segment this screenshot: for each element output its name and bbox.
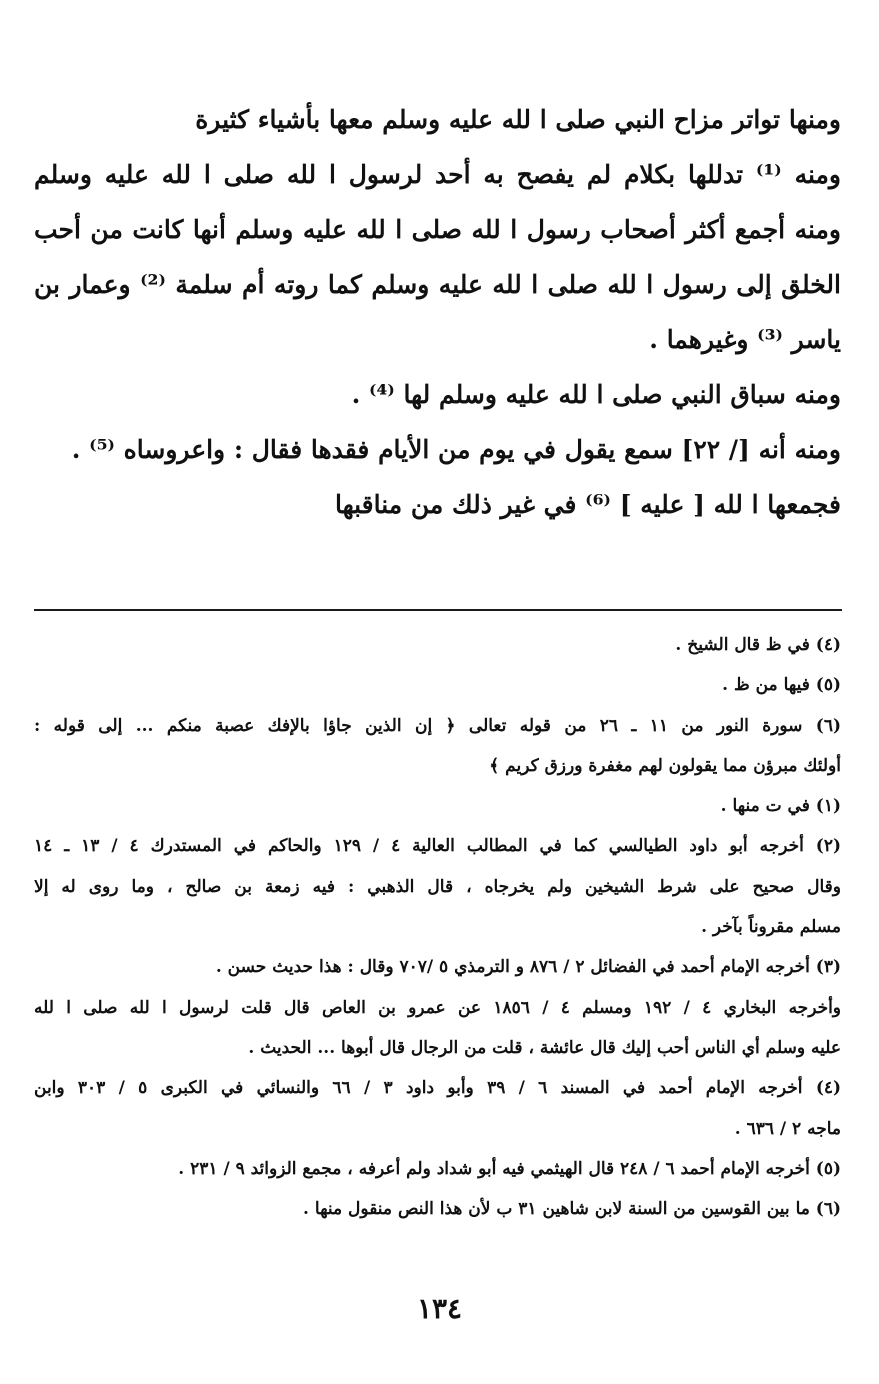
page-number: ١٣٤ [416,1292,463,1325]
main-text-block [34,92,841,532]
footnote-line: مسلم مقروناً بآخر . [701,917,841,938]
footnote-line: (٤) في ظ قال الشيخ . [675,635,841,655]
footnote-line: (٦) سورة النور من ١١ ـ ٢٦ من قوله تعالى ﴿ إن الذين جاؤا بالإفك عصبة منكم ... إلى قوله : [34,715,841,736]
main-text-line: ومنه أنه [/ ٢٢] سمع يقول في يوم من الأيام فقدها فقال : واعروساه ⁽⁵⁾ . [71,435,841,464]
main-text-line: ومنها تواتر مزاح النبي صلى ا لله عليه وسلم معها بأشياء كثيرة [195,105,841,134]
main-text-line: ياسر ⁽³⁾ وغيرهما . [649,325,841,354]
main-text-line: ومنه أجمع أكثر أصحاب رسول ا لله صلى ا لله عليه وسلم أنها كانت من أحب [34,215,841,244]
footnote-line: وقال صحيح على شرط الشيخين ولم يخرجاه ، قال الذهبي : فيه زمعة بن صالح ، وما روى له إلا [34,876,841,897]
footnote-line: (١) في ت منها . [720,796,841,817]
footnote-line: (٥) فيها من ظ . [722,675,841,696]
footnote-line: (٤) أخرجه الإمام أحمد في المسند ٦ / ٣٩ وأبو داود ٣ / ٦٦ والنسائي في الكبرى ٥ / ٣٠٣ وابن [34,1078,841,1099]
main-text-line: ومنه ⁽¹⁾ تدللها بكلام لم يفصح به أحد لرسول ا لله صلى ا لله عليه وسلم [34,160,841,189]
footnote-line: (٣) أخرجه الإمام أحمد في الفضائل ٢ / ٨٧٦ و الترمذي ٥ /٧٠٧ وقال : هذا حديث حسن . [215,957,841,978]
footnote-line: عليه وسلم أي الناس أحب إليك قال عائشة ، قلت من الرجال قال أبوها ... الحديث . [248,1037,841,1058]
main-text-line: ومنه سباق النبي صلى ا لله عليه وسلم لها ⁽⁴⁾ . [351,380,841,409]
footnote-line: ماجه ٢ / ٦٣٦ . [734,1118,841,1139]
main-text-line: فجمعها ا لله [ عليه ] ⁽⁶⁾ في غير ذلك من مناقبها [335,490,841,519]
main-text-line: الخلق إلى رسول ا لله صلى ا لله عليه وسلم كما روته أم سلمة ⁽²⁾ وعمار بن [34,270,841,299]
footnote-line: (٢) أخرجه أبو داود الطيالسي كما في المطالب العالية ٤ / ١٢٩ والحاكم في المستدرك ٤ / ١٣ ـ ١٤ [34,836,841,857]
footnote-line: أولئك مبرؤن مما يقولون لهم مغفرة ورزق كريم ﴾ [489,755,841,776]
footnotes-block [34,625,841,1229]
footnote-line: (٥) أخرجه الإمام أحمد ٦ / ٢٤٨ قال الهيثمي فيه أبو شداد ولم أعرفه ، مجمع الزوائد ٩ / ٢٣١ . [178,1158,841,1179]
footnote-line: وأخرجه البخاري ٤ / ١٩٢ ومسلم ٤ / ١٨٥٦ عن عمرو بن العاص قال قلت لرسول ا لله صلى ا لله [34,997,841,1018]
footnote-line: (٦) ما بين القوسين من السنة لابن شاهين ٣١ ب لأن هذا النص منقول منها . [303,1199,841,1220]
footnote-divider [34,609,842,611]
